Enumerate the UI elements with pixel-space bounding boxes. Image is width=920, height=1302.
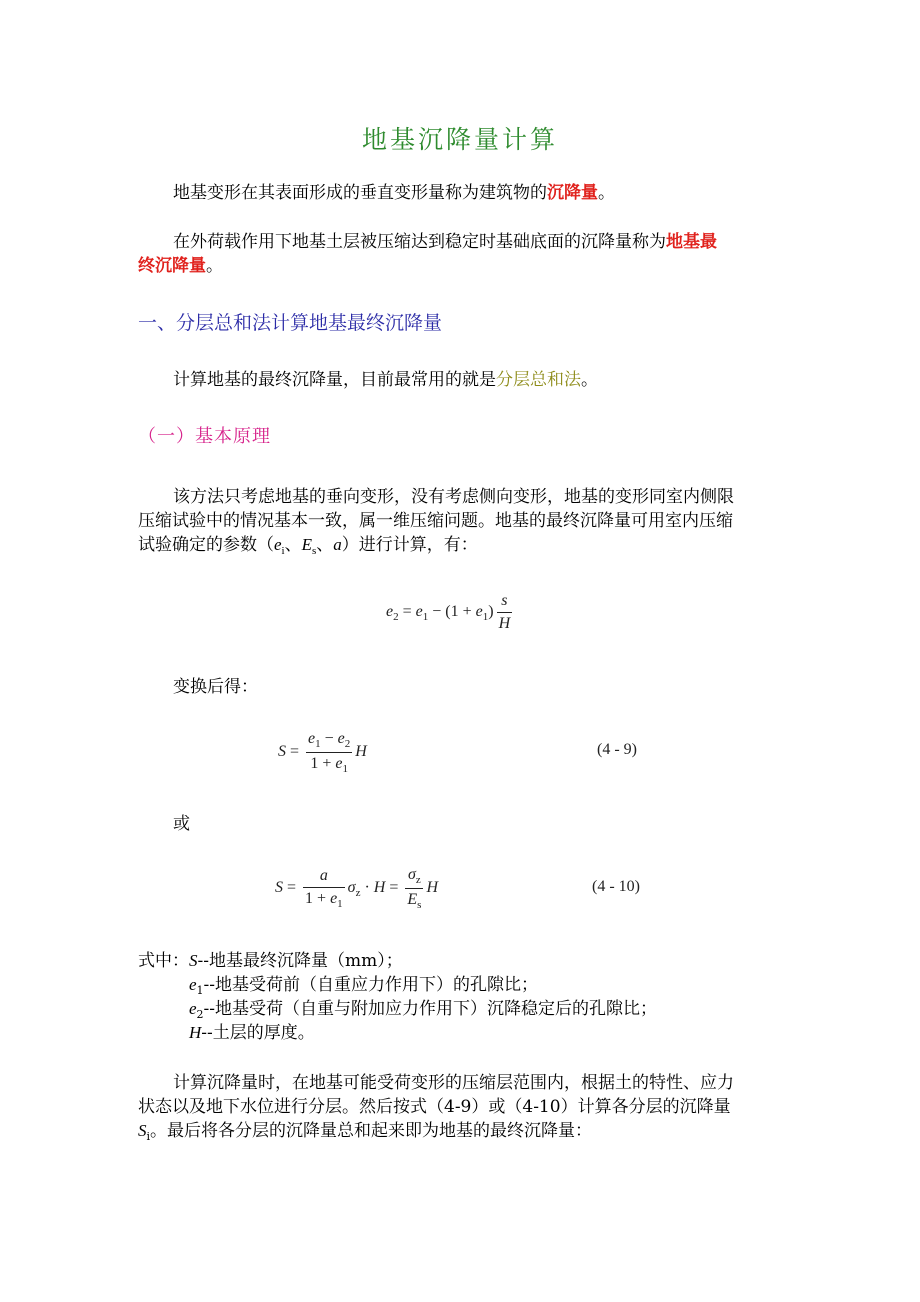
intro-paragraph-2-line-2: 终沉降量。	[138, 256, 223, 276]
closing-line-3: $S_i$。最后将各分层的沉降量总和起来即为地基的最终沉降量：	[138, 1121, 593, 1143]
principle-line-3: 试验确定的参数（$e_i$、$E_s$、a）进行计算，有：	[138, 535, 478, 557]
definition-e2: $e_2--$地基受荷（自重与附加应力作用下）沉降稳定后的孔隙比；	[189, 999, 658, 1021]
equation-number-4-9: (4 - 9)	[597, 741, 637, 758]
transform-label: 变换后得：	[173, 677, 258, 697]
term-layerwise-summation: 分层总和法	[496, 370, 581, 390]
fraction-s-over-h: $\frac{s}{H}$	[498, 592, 511, 632]
definition-h: H--土层的厚度。	[189, 1023, 315, 1043]
page-title: 地基沉降量计算	[361, 125, 558, 154]
or-label: 或	[173, 814, 190, 834]
equation-number-4-10: (4 - 10)	[592, 878, 640, 895]
definition-e1: $e_1--$地基受荷前（自重应力作用下）的孔隙比；	[189, 975, 539, 997]
equation-4-9: S = $\frac{e_1 - e_2}{1 + e_1}$ H	[278, 730, 367, 775]
equation-void-ratio: $e_2 = e_1 - (1 + e_1)$ $\frac{s}{H}$	[386, 592, 511, 632]
section-heading-1: 一、分层总和法计算地基最终沉降量	[138, 312, 443, 334]
closing-line-1: 计算沉降量时，在地基可能受荷变形的压缩层范围内，根据土的特性、应力	[173, 1073, 734, 1093]
param-ei: $e_i$	[274, 535, 285, 557]
principle-line-1: 该方法只考虑地基的垂向变形，没有考虑侧向变形，地基的变形同室内侧限	[173, 487, 734, 507]
param-a: a	[333, 535, 342, 554]
intro-paragraph-2-line-1: 在外荷载作用下地基土层被压缩达到稳定时基础底面的沉降量称为地基最	[173, 232, 717, 252]
intro-paragraph-1: 地基变形在其表面形成的垂直变形量称为建筑物的沉降量。	[173, 183, 615, 203]
subsection-heading-1: （一）基本原理	[138, 426, 271, 447]
principle-line-2: 压缩试验中的情况基本一致，属一维压缩问题。地基的最终沉降量可用室内压缩	[138, 511, 733, 531]
param-es: $E_s$	[301, 535, 317, 557]
term-final-settlement: 地基最	[666, 232, 717, 252]
closing-line-2: 状态以及地下水位进行分层。然后按式（4-9）或（4-10）计算各分层的沉降量	[138, 1097, 731, 1117]
equation-4-10: S = $\frac{a}{1 + e_1}$ $\sigma_z \cdot H$ = $\frac{\sigma_z}{E_s}$ H	[275, 866, 438, 911]
definition-s: 式中：S--地基最终沉降量（mm）；	[138, 951, 403, 971]
section1-paragraph: 计算地基的最终沉降量，目前最常用的就是分层总和法。	[173, 370, 598, 390]
term-settlement: 沉降量	[547, 183, 598, 203]
